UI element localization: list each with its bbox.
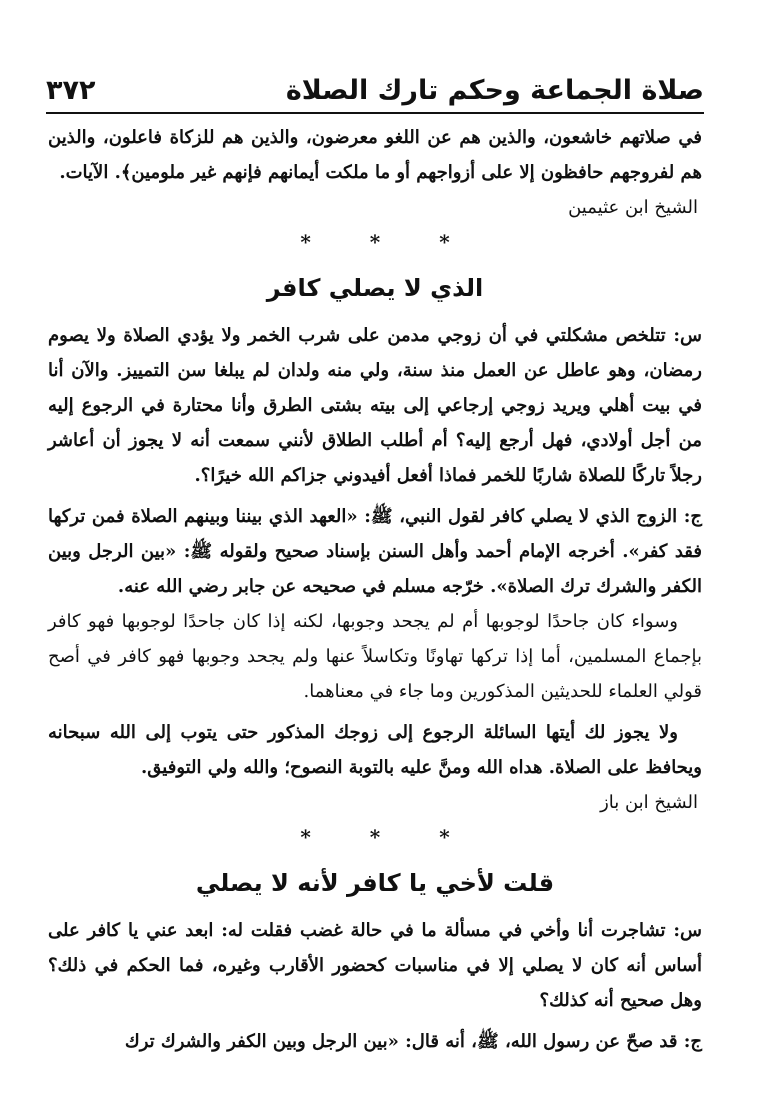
answer-paragraph-2: وسواء كان جاحدًا لوجوبها أم لم يجحد وجوبها، لكنه إذا كان جاحدًا لوجوبها فهو كافر بإجماع المسلمين، أما إذا تركها تهاونًا وتكاسلاً عنها ولم يجحد وجوبها فهو كافر في أصح قولي العلماء للحديثين المذكورين وما جاء في معناهما. <box>48 611 702 702</box>
section-separator: * * * <box>300 230 476 254</box>
signature-ibn-baz: الشيخ ابن باز <box>600 792 698 813</box>
continuation-paragraph: في صلاتهم خاشعون، والذين هم عن اللغو معرضون، والذين هم للزكاة فاعلون، والذين هم لفروجهم حافظون إلا على أزواجهم أو ما ملكت أيمانهم فإنهم غير ملومين﴾. الآيات. <box>48 127 702 183</box>
page-body <box>48 120 702 1059</box>
question-paragraph-1: س: تتلخص مشكلتي في أن زوجي مدمن على شرب الخمر ولا يؤدي الصلاة ولا يصوم رمضان، وهو عاطل عن العمل منذ سنة، ولي منه ولدان لم يبلغا سن التمييز. والآن أنا في بيت أهلي ويريد زوجي إرجاعي إلى بيته بشتى الطرق وأنا محتارة في الرجوع إليه من أجل أولادي، فهل أرجع إليه؟ أم أطلب الطلاق لأنني سمعت أنه لا يجوز أن أعاشر رجلاً تاركًا للصلاة شاربًا للخمر فماذا أفعل أفيدوني جزاكم الله خيرًا؟. <box>48 325 702 486</box>
running-title: صلاة الجماعة وحكم تارك الصلاة <box>285 75 704 106</box>
section-heading-2: قلت لأخي يا كافر لأنه لا يصلي <box>195 869 555 897</box>
page-header <box>46 66 704 110</box>
section-heading-1: الذي لا يصلي كافر <box>266 274 484 302</box>
question-paragraph-2: س: تشاجرت أنا وأخي في مسألة ما في حالة غضب فقلت له: ابعد عني يا كافر على أساس أنه كان لا يصلي إلا في مناسبات كحضور الأقارب وغيره، فما الحكم في ذلك؟ وهل صحيح أنه كذلك؟ <box>48 920 702 1011</box>
answer-paragraph-3: ولا يجوز لك أيتها السائلة الرجوع إلى زوجك المذكور حتى يتوب إلى الله سبحانه ويحافظ على الصلاة. هداه الله ومنَّ عليه بالتوبة النصوح؛ والله ولي التوفيق. <box>48 722 702 778</box>
answer-paragraph-1: ج: الزوج الذي لا يصلي كافر لقول النبي، ﷺ: «العهد الذي بيننا وبينهم الصلاة فمن تركها فقد كفر». أخرجه الإمام أحمد وأهل السنن بإسناد صحيح ولقوله ﷺ: «بين الرجل وبين الكفر والشرك ترك الصلاة». خرّجه مسلم في صحيحه عن جابر رضي الله عنه. <box>48 506 702 597</box>
header-rule <box>46 112 704 114</box>
section-separator: * * * <box>300 825 476 849</box>
signature-ibn-uthaymin: الشيخ ابن عثيمين <box>568 197 698 218</box>
answer-paragraph-start: ج: قد صحّ عن رسول الله، ﷺ، أنه قال: «بين الرجل وبين الكفر والشرك ترك <box>124 1031 702 1052</box>
page-number: ٣٧٢ <box>46 75 96 106</box>
